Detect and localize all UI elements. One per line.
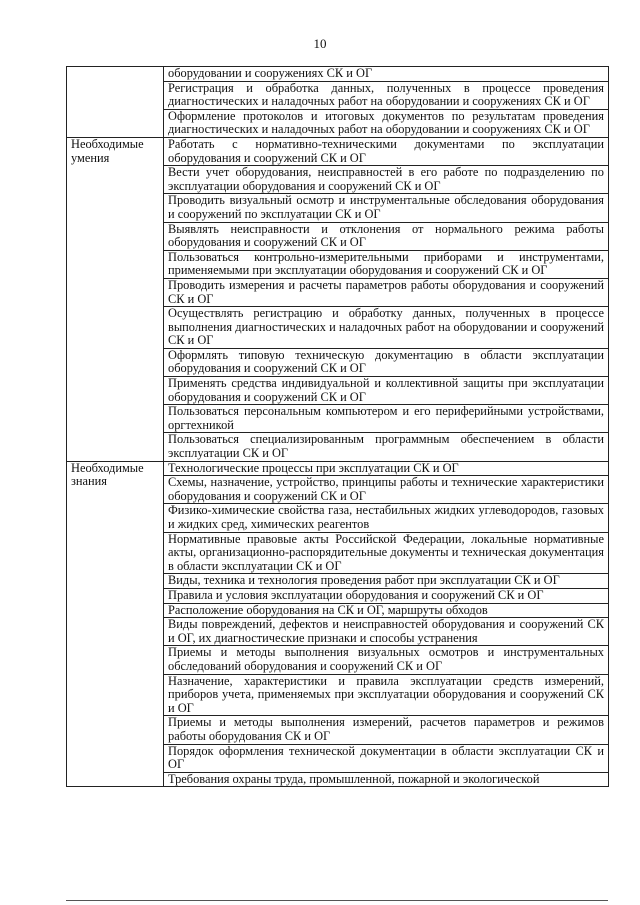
requirement-item: Схемы, назначение, устройство, принципы работы и технические характеристики оборудования и сооружений СК и ОГ: [164, 476, 609, 504]
requirement-item: Применять средства индивидуальной и коллективной защиты при эксплуатации оборудования и сооружений СК и ОГ: [164, 377, 609, 405]
requirement-item: Проводить измерения и расчеты параметров работы оборудования и сооружений СК и ОГ: [164, 278, 609, 306]
table-row: [67, 137, 609, 165]
requirement-item: Нормативные правовые акты Российской Федерации, локальные нормативные акты, организационно-распорядительные документы и техническая документация в области эксплуатации СК и ОГ: [164, 532, 609, 574]
requirement-item: Работать с нормативно-техническими документами по эксплуатации оборудования и сооружений СК и ОГ: [164, 137, 609, 165]
page-number: 10: [313, 36, 327, 51]
requirement-item: Оформлять типовую техническую документацию в области эксплуатации оборудования и сооружений СК и ОГ: [164, 348, 609, 376]
requirement-item: Приемы и методы выполнения измерений, расчетов параметров и режимов работы оборудования СК и ОГ: [164, 716, 609, 744]
requirement-item: Технологические процессы при эксплуатации СК и ОГ: [164, 461, 609, 476]
requirement-item: Расположение оборудования на СК и ОГ, маршруты обходов: [164, 603, 609, 618]
requirement-item: Физико-химические свойства газа, нестабильных жидких углеводородов, газовых и жидких сред, химических реагентов: [164, 504, 609, 532]
requirement-item: Осуществлять регистрацию и обработку данных, полученных в процессе выполнения диагностических и наладочных работ на оборудовании и сооружений СК и ОГ: [164, 307, 609, 349]
competency-table: [66, 66, 609, 787]
table-row: [67, 67, 609, 82]
requirement-item: Приемы и методы выполнения визуальных осмотров и инструментальных обследований оборудования и сооружений СК и ОГ: [164, 646, 609, 674]
requirement-item: оборудовании и сооружениях СК и ОГ: [164, 67, 609, 82]
requirement-item: Выявлять неисправности и отклонения от нормального режима работы оборудования и сооружений СК и ОГ: [164, 222, 609, 250]
requirement-item: Виды повреждений, дефектов и неисправностей оборудования и сооружений СК и ОГ, их диагностические признаки и способы устранения: [164, 618, 609, 646]
table-row: [67, 461, 609, 476]
requirement-item: Пользоваться персональным компьютером и его периферийными устройствами, оргтехникой: [164, 405, 609, 433]
section-label: [67, 67, 164, 138]
requirement-item: Порядок оформления технической документации в области эксплуатации СК и ОГ: [164, 744, 609, 772]
requirement-item: Правила и условия эксплуатации оборудования и сооружений СК и ОГ: [164, 588, 609, 603]
requirement-item: Назначение, характеристики и правила эксплуатации средств измерений, приборов учета, применяемых при эксплуатации оборудования и сооружений СК и ОГ: [164, 674, 609, 716]
section-label: Необходимые знания: [67, 461, 164, 787]
requirement-item: Требования охраны труда, промышленной, пожарной и экологической: [164, 772, 609, 787]
requirement-item: Регистрация и обработка данных, полученных в процессе проведения диагностических и наладочных работ на оборудовании и сооружениях СК и ОГ: [164, 81, 609, 109]
requirement-item: Пользоваться контрольно-измерительными приборами и инструментами, применяемыми при эксплуатации оборудования и сооружений СК и ОГ: [164, 250, 609, 278]
page-bottom-rule: [66, 900, 608, 901]
requirement-item: Пользоваться специализированным программным обеспечением в области эксплуатации СК и ОГ: [164, 433, 609, 461]
requirement-item: Оформление протоколов и итоговых документов по результатам проведения диагностических и наладочных работ на оборудовании и сооружениях СК и ОГ: [164, 109, 609, 137]
requirement-item: Вести учет оборудования, неисправностей в его работе по подразделению по эксплуатации оборудования и сооружений СК и ОГ: [164, 166, 609, 194]
requirement-item: Проводить визуальный осмотр и инструментальные обследования оборудования и сооружений по эксплуатации СК и ОГ: [164, 194, 609, 222]
table-body: [67, 67, 609, 787]
requirement-item: Виды, техника и технология проведения работ при эксплуатации СК и ОГ: [164, 574, 609, 589]
section-label: Необходимые умения: [67, 137, 164, 461]
